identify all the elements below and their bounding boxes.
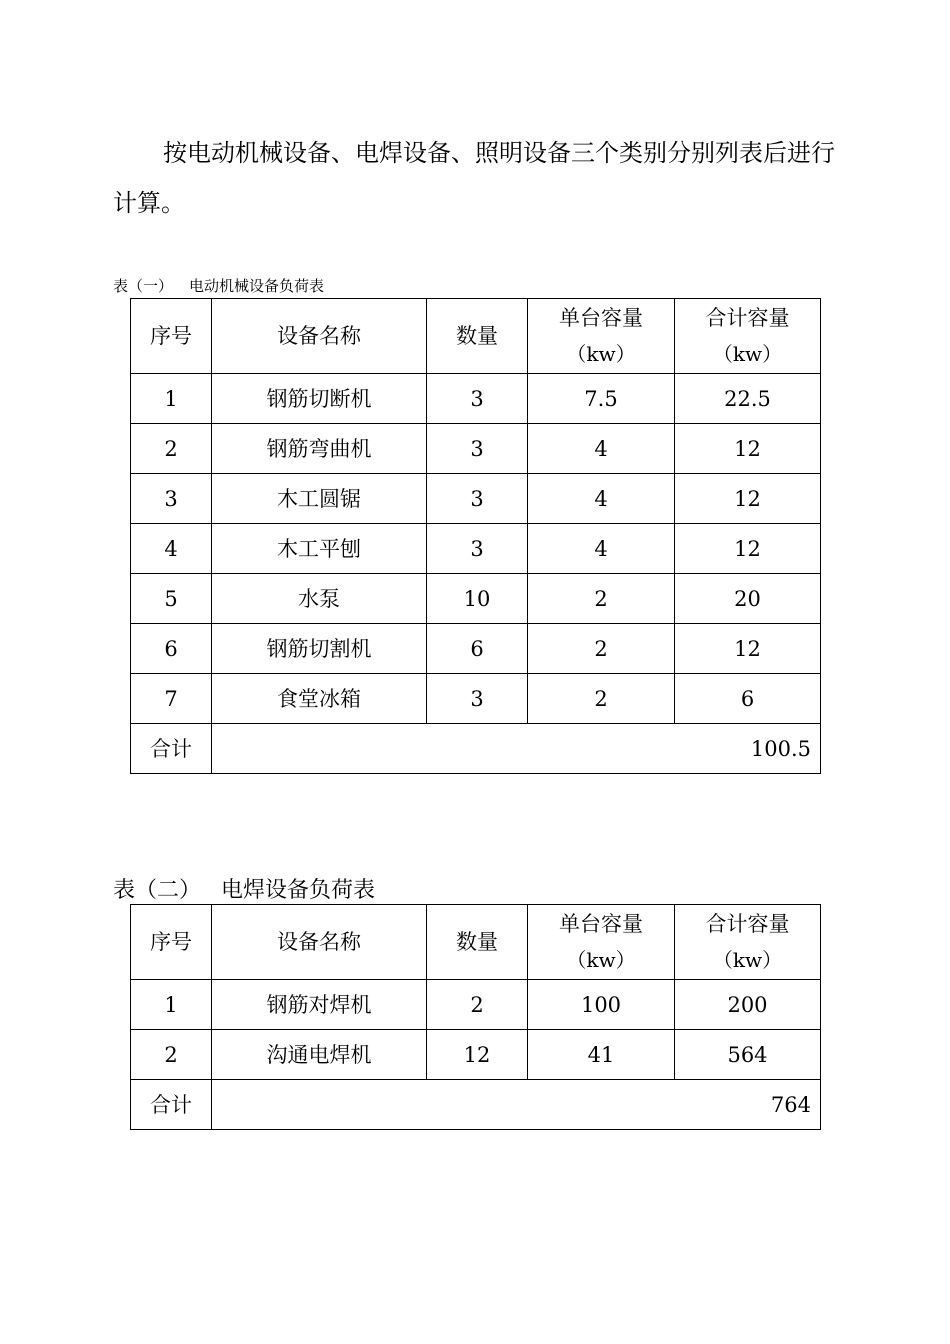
quantity-cell: 3	[427, 474, 528, 524]
total-row	[131, 724, 821, 774]
total-capacity-cell: 20	[675, 574, 821, 624]
table1-caption-prefix: 表（一）	[113, 277, 174, 295]
welding-equipment-load-table	[130, 904, 821, 1130]
header-total-capacity-label: 合计容量	[705, 912, 790, 936]
header-unit-capacity-label: 单台容量	[559, 306, 643, 330]
row-index-cell: 7	[131, 674, 212, 724]
table2-caption-title: 电焊设备负荷表	[221, 878, 376, 903]
unit-capacity-cell: 2	[528, 574, 675, 624]
equipment-name-cell: 木工圆锯	[212, 474, 427, 524]
unit-capacity-cell: 4	[528, 524, 675, 574]
quantity-cell: 2	[427, 980, 528, 1030]
header-unit-capacity-unit: （kw）	[566, 342, 636, 366]
quantity-cell: 3	[427, 674, 528, 724]
table-row	[131, 424, 821, 474]
header-index: 序号	[131, 905, 212, 980]
total-capacity-cell: 22.5	[675, 374, 821, 424]
row-index-cell: 1	[131, 374, 212, 424]
table-row	[131, 374, 821, 424]
quantity-cell: 12	[427, 1030, 528, 1080]
total-capacity-cell: 12	[675, 474, 821, 524]
unit-capacity-cell: 4	[528, 474, 675, 524]
row-index-cell: 2	[131, 424, 212, 474]
table-row	[131, 1030, 821, 1080]
header-qty: 数量	[427, 905, 528, 980]
equipment-name-cell: 钢筋切割机	[212, 624, 427, 674]
total-capacity-cell: 12	[675, 624, 821, 674]
unit-capacity-cell: 7.5	[528, 374, 675, 424]
header-name: 设备名称	[212, 299, 427, 374]
total-capacity-cell: 6	[675, 674, 821, 724]
quantity-cell: 3	[427, 374, 528, 424]
quantity-cell: 10	[427, 574, 528, 624]
equipment-name-cell: 钢筋切断机	[212, 374, 427, 424]
table-row	[131, 674, 821, 724]
header-total-capacity	[675, 905, 821, 980]
total-capacity-cell: 200	[675, 980, 821, 1030]
table1-caption-title: 电动机械设备负荷表	[189, 277, 325, 295]
header-unit-capacity	[528, 299, 675, 374]
total-value: 100.5	[212, 724, 821, 774]
equipment-name-cell: 钢筋弯曲机	[212, 424, 427, 474]
table2-caption	[113, 876, 375, 906]
table1-caption	[113, 274, 324, 298]
unit-capacity-cell: 4	[528, 424, 675, 474]
unit-capacity-cell: 2	[528, 674, 675, 724]
intro-paragraph: 按电动机械设备、电焊设备、照明设备三个类别分别列表后进行计算。	[113, 139, 835, 217]
unit-capacity-cell: 2	[528, 624, 675, 674]
table2-caption-prefix: 表（二）	[113, 878, 202, 903]
table-header-row	[131, 299, 821, 374]
equipment-name-cell: 钢筋对焊机	[212, 980, 427, 1030]
header-total-capacity-unit: （kw）	[712, 948, 783, 972]
row-index-cell: 6	[131, 624, 212, 674]
table-row	[131, 524, 821, 574]
total-capacity-cell: 564	[675, 1030, 821, 1080]
quantity-cell: 3	[427, 524, 528, 574]
quantity-cell: 6	[427, 624, 528, 674]
header-qty: 数量	[427, 299, 528, 374]
row-index-cell: 2	[131, 1030, 212, 1080]
unit-capacity-cell: 41	[528, 1030, 675, 1080]
table-header-row	[131, 905, 821, 980]
row-index-cell: 1	[131, 980, 212, 1030]
total-label: 合计	[131, 724, 212, 774]
table-row	[131, 980, 821, 1030]
header-unit-capacity	[528, 905, 675, 980]
row-index-cell: 4	[131, 524, 212, 574]
total-row	[131, 1080, 821, 1130]
row-index-cell: 3	[131, 474, 212, 524]
equipment-name-cell: 沟通电焊机	[212, 1030, 427, 1080]
equipment-name-cell: 食堂冰箱	[212, 674, 427, 724]
header-total-capacity-unit: （kw）	[712, 342, 783, 366]
table-row	[131, 574, 821, 624]
header-unit-capacity-label: 单台容量	[559, 912, 643, 936]
header-index: 序号	[131, 299, 212, 374]
table-row	[131, 474, 821, 524]
total-capacity-cell: 12	[675, 524, 821, 574]
motor-equipment-load-table	[130, 298, 821, 774]
header-unit-capacity-unit: （kw）	[566, 948, 636, 972]
header-total-capacity-label: 合计容量	[705, 306, 790, 330]
unit-capacity-cell: 100	[528, 980, 675, 1030]
total-value: 764	[212, 1080, 821, 1130]
row-index-cell: 5	[131, 574, 212, 624]
table-row	[131, 624, 821, 674]
total-capacity-cell: 12	[675, 424, 821, 474]
equipment-name-cell: 水泵	[212, 574, 427, 624]
header-total-capacity	[675, 299, 821, 374]
equipment-name-cell: 木工平刨	[212, 524, 427, 574]
total-label: 合计	[131, 1080, 212, 1130]
quantity-cell: 3	[427, 424, 528, 474]
header-name: 设备名称	[212, 905, 427, 980]
